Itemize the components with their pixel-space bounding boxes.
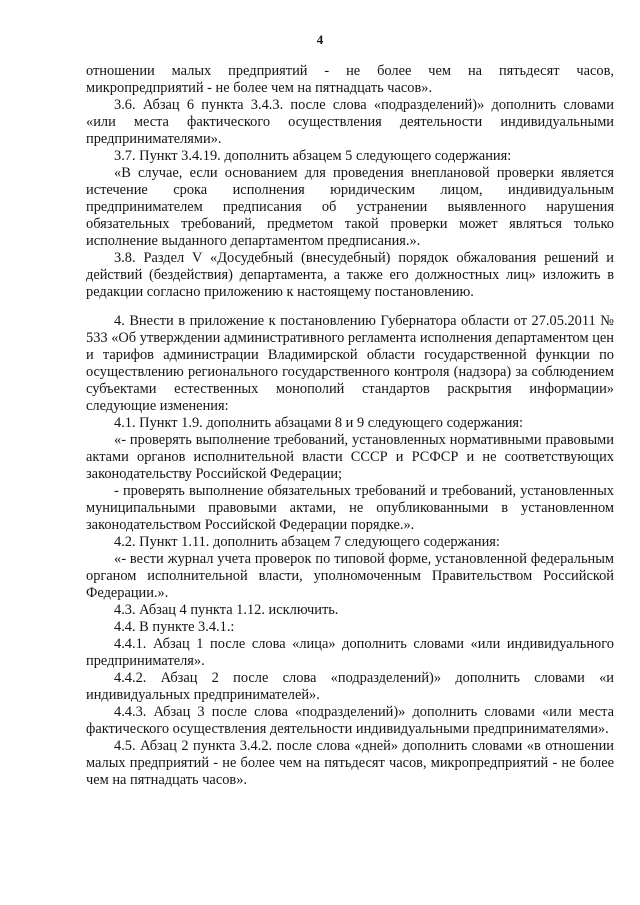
paragraph-3-6: 3.6. Абзац 6 пункта 3.4.3. после слова «подразделений)» дополнить словами «или места фактического осуществления деятельности индивидуальными предпринимателями». bbox=[86, 97, 614, 147]
paragraph-4-2-quote: «- вести журнал учета проверок по типовой форме, установленной федеральным органом исполнительной власти, уполномоченным Правительством Российской Федерации.». bbox=[86, 551, 614, 601]
paragraph-4-2: 4.2. Пункт 1.11. дополнить абзацем 7 следующего содержания: bbox=[114, 534, 500, 550]
document-body bbox=[86, 63, 614, 789]
paragraph-4-4-3: 4.4.3. Абзац 3 после слова «подразделений)» дополнить словами «или места фактического осуществления деятельности индивидуальными предпринимателями». bbox=[86, 704, 614, 737]
page-number: 4 bbox=[316, 32, 324, 47]
paragraph-3-8: 3.8. Раздел V «Досудебный (внесудебный) порядок обжалования решений и действий (бездействия) департамента, а также его должностных лиц» изложить в редакции согласно приложению к настоящему постановлению. bbox=[86, 250, 614, 300]
paragraph-4-4-1: 4.4.1. Абзац 1 после слова «лица» дополнить словами «или индивидуального предпринимателя». bbox=[86, 636, 614, 669]
paragraph-4-5: 4.5. Абзац 2 пункта 3.4.2. после слова «дней» дополнить словами «в отношении малых предприятий - не более чем на пятьдесят часов, микропредприятий - не более чем на пятнадцать часов». bbox=[86, 738, 614, 788]
paragraph-4: 4. Внести в приложение к постановлению Губернатора области от 27.05.2011 № 533 «Об утверждении административного регламента исполнения департаментом цен и тарифов администрации Владимирской области государственной функции по осуществлению регионального государственного контроля (надзора) за соблюдением субъектами естественных монополий стандартов раскрытия информации» следующие изменения: bbox=[86, 313, 614, 414]
paragraph-4-1: 4.1. Пункт 1.9. дополнить абзацами 8 и 9 следующего содержания: bbox=[114, 415, 524, 431]
paragraph-4-1-item-1: «- проверять выполнение требований, установленных нормативными правовыми актами органов исполнительной власти СССР и РСФСР и не соответствующих законодательству Российской Федерации; bbox=[86, 432, 614, 482]
paragraph-4-4-2: 4.4.2. Абзац 2 после слова «подразделений)» дополнить словами «и индивидуальных предпринимателей». bbox=[86, 670, 614, 703]
section-gap bbox=[86, 301, 614, 313]
paragraph-continuation: отношении малых предприятий - не более чем на пятьдесят часов, микропредприятий - не более чем на пятнадцать часов». bbox=[86, 63, 614, 96]
paragraph-3-7-quote: «В случае, если основанием для проведения внеплановой проверки является истечение срока исполнения юридическим лицом, индивидуальным предпринимателем предписания об устранении выявленного нарушения обязательных требований, предметом такой проверки может являться только исполнение выданного департаментом предписания.». bbox=[86, 165, 614, 249]
paragraph-4-1-item-2: - проверять выполнение обязательных требований и требований, установленных муниципальными правовыми актами, не опубликованными в установленном законодательством Российской Федерации порядке.». bbox=[86, 483, 614, 533]
paragraph-4-4: 4.4. В пункте 3.4.1.: bbox=[114, 619, 235, 635]
paragraph-4-3: 4.3. Абзац 4 пункта 1.12. исключить. bbox=[114, 602, 339, 618]
paragraph-3-7: 3.7. Пункт 3.4.19. дополнить абзацем 5 следующего содержания: bbox=[114, 148, 512, 164]
